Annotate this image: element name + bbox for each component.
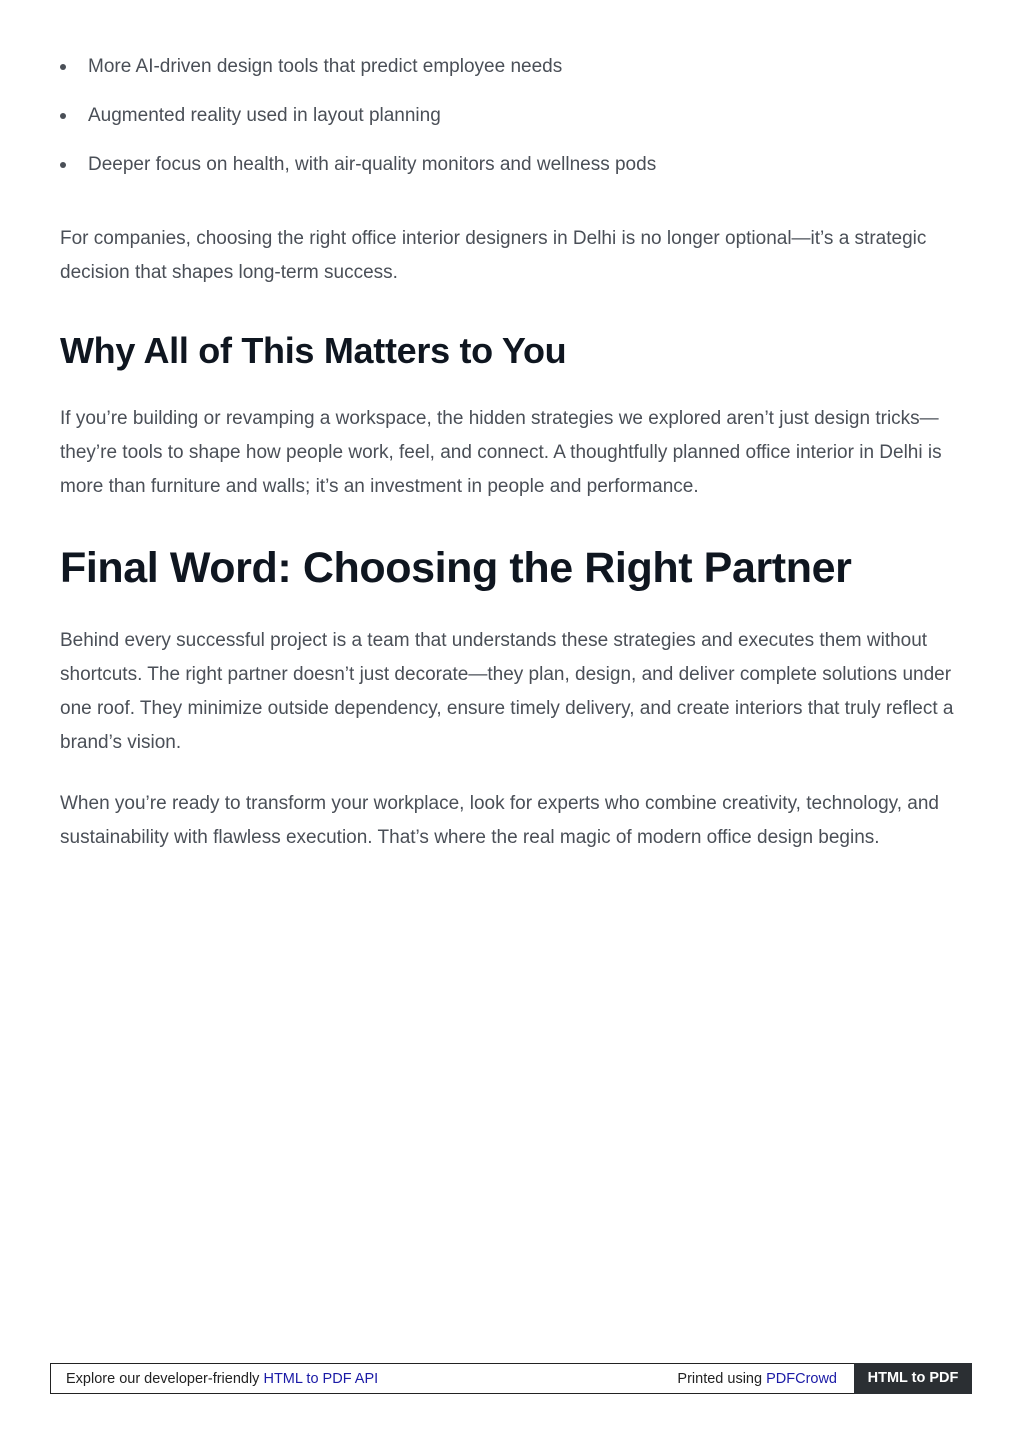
bullet-list [60,52,960,199]
section-why-matters-body: If you’re building or revamping a workspace, the hidden strategies we explored aren’t just design tricks—they’re tools to shape how people work, feel, and connect. A thoughtfully planned office interior in Delhi is more than furniture and walls; it’s an investment in people and performance. [60,408,942,497]
pdf-footer-bar [50,1363,972,1394]
html-to-pdf-badge[interactable]: HTML to PDF [854,1363,972,1394]
bullet-dot-icon [60,64,66,70]
footer-left-text: Explore our developer-friendly [66,1371,264,1387]
section-final-word-body-2: When you’re ready to transform your workplace, look for experts who combine creativity, technology, and sustainability with flawless execution. That’s where the real magic of modern office design begins. [60,793,939,848]
footer-right [677,1371,837,1387]
section-final-word-body-1: Behind every successful project is a team that understands these strategies and executes them without shortcuts. The right partner doesn’t just decorate—they plan, design, and deliver complete solutions under one roof. They minimize outside dependency, ensure timely delivery, and create interiors that truly reflect a brand’s vision. [60,630,954,753]
list-item-text: Augmented reality used in layout planning [88,105,441,126]
footer-right-text: Printed using [677,1371,767,1387]
intro-paragraph: For companies, choosing the right office interior designers in Delhi is no longer optional—it’s a strategic decision that shapes long-term success. [60,228,927,283]
pdfcrowd-link[interactable]: PDFCrowd [766,1371,837,1387]
list-item-text: Deeper focus on health, with air-quality monitors and wellness pods [88,154,657,175]
list-item [60,101,960,150]
section-heading-final-word: Final Word: Choosing the Right Partner [60,544,852,592]
section-heading-why-matters: Why All of This Matters to You [60,330,567,371]
bullet-dot-icon [60,113,66,119]
bullet-dot-icon [60,162,66,168]
list-item [60,150,960,199]
list-item-text: More AI-driven design tools that predict employee needs [88,56,563,77]
html-to-pdf-api-link[interactable]: HTML to PDF API [263,1371,379,1387]
list-item [60,52,960,101]
footer-left [66,1371,378,1387]
